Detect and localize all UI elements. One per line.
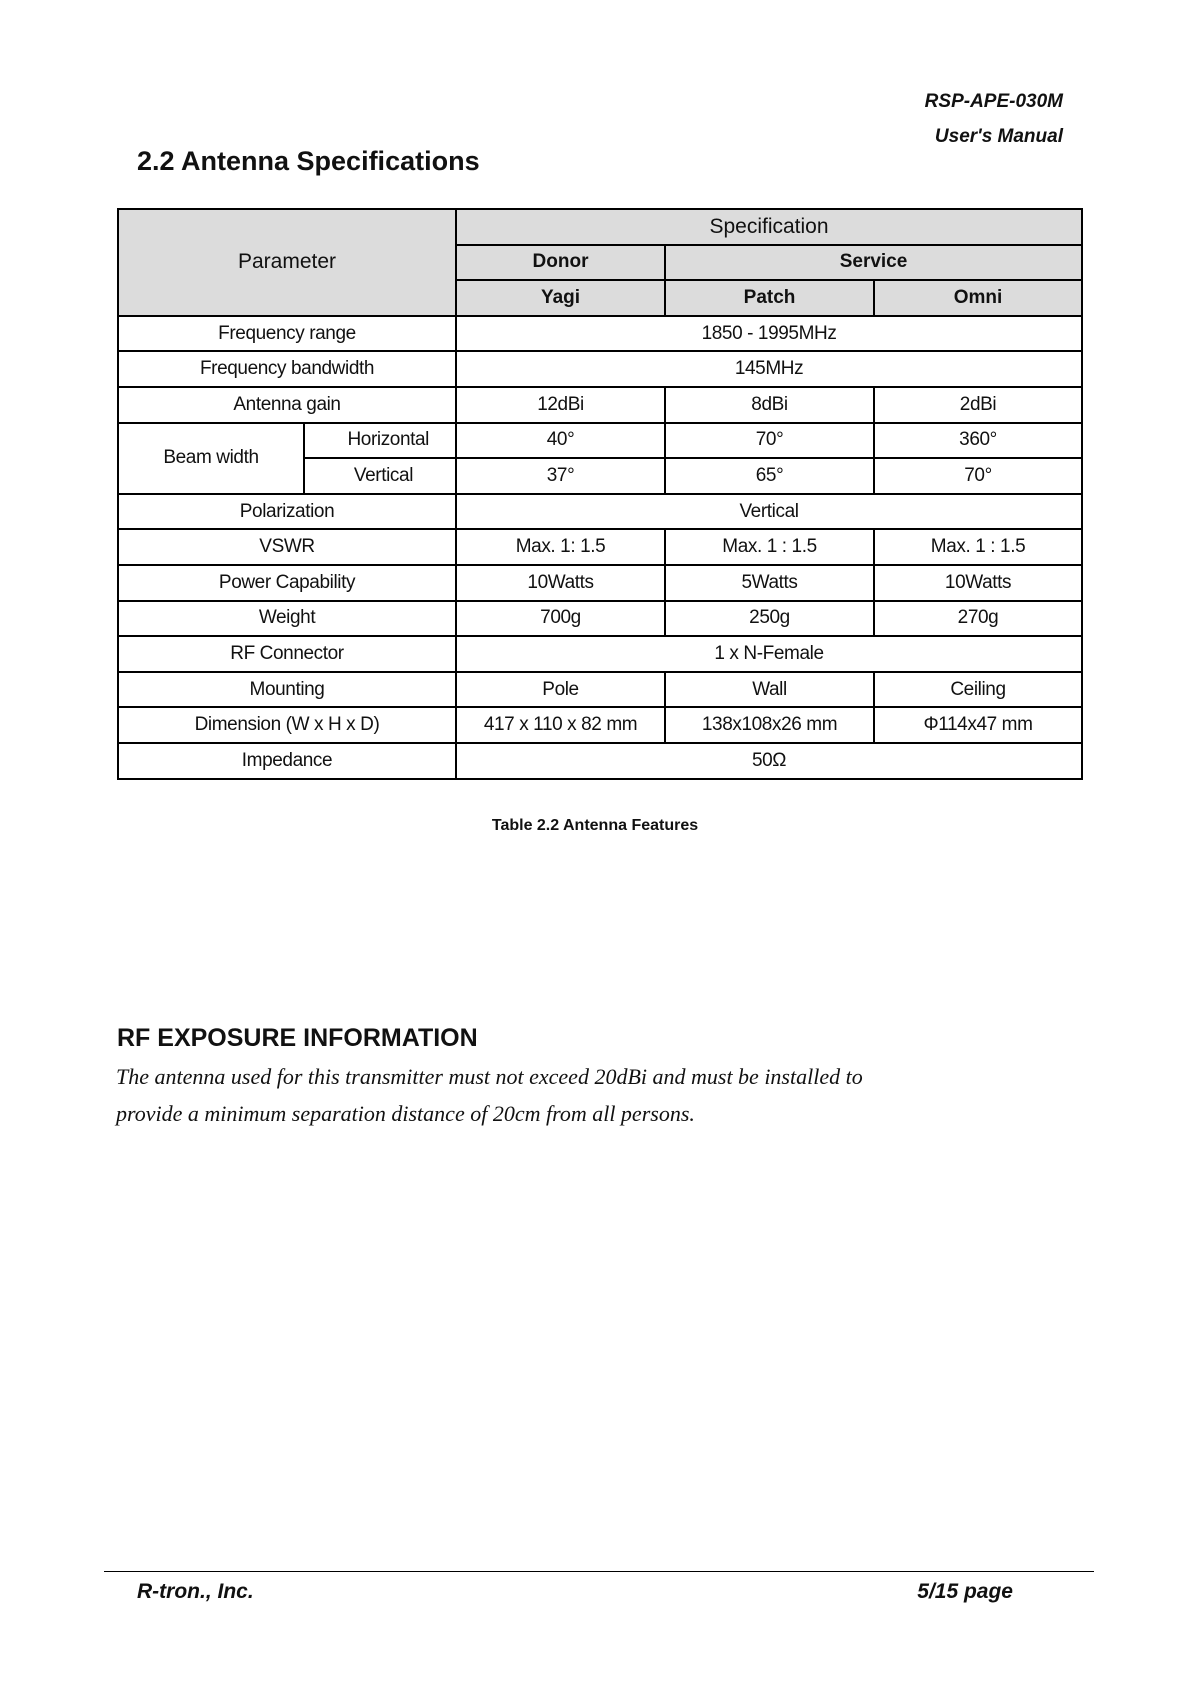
table-row <box>118 316 1082 352</box>
cell-patch: 70° <box>665 423 874 459</box>
row-label: Polarization <box>118 494 456 530</box>
row-value: 145MHz <box>456 351 1082 387</box>
row-label: VSWR <box>118 529 456 565</box>
cell-patch: 8dBi <box>665 387 874 423</box>
cell-patch: 65° <box>665 458 874 494</box>
header-row-1 <box>118 209 1082 245</box>
rf-exposure-line-1: The antenna used for this transmitter must not exceed 20dBi and must be installed to <box>116 1064 863 1089</box>
header-donor: Donor <box>456 245 665 281</box>
table-caption: Table 2.2 Antenna Features <box>491 817 699 834</box>
row-label: Antenna gain <box>118 387 456 423</box>
table-row <box>118 636 1082 672</box>
table-row <box>118 565 1082 601</box>
cell-omni: 2dBi <box>874 387 1082 423</box>
row-label: Frequency bandwidth <box>118 351 456 387</box>
cell-patch: Max. 1 : 1.5 <box>665 529 874 565</box>
row-label: Mounting <box>118 672 456 708</box>
cell-yagi: 12dBi <box>456 387 665 423</box>
table-row <box>118 351 1082 387</box>
cell-omni: 270g <box>874 601 1082 637</box>
footer-divider <box>104 1571 1094 1572</box>
footer-company: R-tron., Inc. <box>137 1580 254 1603</box>
cell-patch: 250g <box>665 601 874 637</box>
cell-yagi: 40° <box>456 423 665 459</box>
header-parameter: Parameter <box>118 209 456 316</box>
row-label: Impedance <box>118 743 456 779</box>
cell-patch: 5Watts <box>665 565 874 601</box>
header-service: Service <box>665 245 1082 281</box>
sub-label: Vertical <box>304 458 456 494</box>
row-label: Power Capability <box>118 565 456 601</box>
table-row <box>118 529 1082 565</box>
antenna-spec-table <box>117 208 1083 780</box>
table-row <box>118 494 1082 530</box>
header-omni: Omni <box>874 280 1082 316</box>
header-yagi: Yagi <box>456 280 665 316</box>
footer-page-number: 5/15 page <box>917 1580 1013 1603</box>
row-label: Dimension (W x H x D) <box>118 707 456 743</box>
rf-exposure-text <box>116 1058 1016 1132</box>
doc-type: User's Manual <box>934 126 1063 147</box>
sub-label: Horizontal <box>304 423 456 459</box>
cell-yagi: Pole <box>456 672 665 708</box>
header-patch: Patch <box>665 280 874 316</box>
doc-id: RSP-APE-030M <box>924 91 1063 112</box>
cell-omni: 10Watts <box>874 565 1082 601</box>
cell-omni: Φ114x47 mm <box>874 707 1082 743</box>
row-value: 1 x N-Female <box>456 636 1082 672</box>
row-label: Weight <box>118 601 456 637</box>
cell-omni: Max. 1 : 1.5 <box>874 529 1082 565</box>
row-label: Frequency range <box>118 316 456 352</box>
cell-omni: 360° <box>874 423 1082 459</box>
cell-omni: Ceiling <box>874 672 1082 708</box>
section-title: 2.2 Antenna Specifications <box>137 146 480 176</box>
cell-yagi: 37° <box>456 458 665 494</box>
cell-yagi: Max. 1: 1.5 <box>456 529 665 565</box>
row-value: 50Ω <box>456 743 1082 779</box>
row-value: Vertical <box>456 494 1082 530</box>
row-label: Beam width <box>118 423 304 494</box>
cell-patch: Wall <box>665 672 874 708</box>
header-specification: Specification <box>456 209 1082 245</box>
row-value: 1850 - 1995MHz <box>456 316 1082 352</box>
rf-exposure-title: RF EXPOSURE INFORMATION <box>117 1024 478 1052</box>
cell-yagi: 700g <box>456 601 665 637</box>
table-row <box>118 743 1082 779</box>
table-row <box>118 423 1082 459</box>
row-label: RF Connector <box>118 636 456 672</box>
document-header <box>925 84 1063 154</box>
cell-yagi: 10Watts <box>456 565 665 601</box>
table-row <box>118 672 1082 708</box>
cell-omni: 70° <box>874 458 1082 494</box>
cell-yagi: 417 x 110 x 82 mm <box>456 707 665 743</box>
rf-exposure-line-2: provide a minimum separation distance of 20cm from all persons. <box>116 1101 695 1126</box>
table-row <box>118 387 1082 423</box>
table-row <box>118 601 1082 637</box>
table-row <box>118 707 1082 743</box>
cell-patch: 138x108x26 mm <box>665 707 874 743</box>
